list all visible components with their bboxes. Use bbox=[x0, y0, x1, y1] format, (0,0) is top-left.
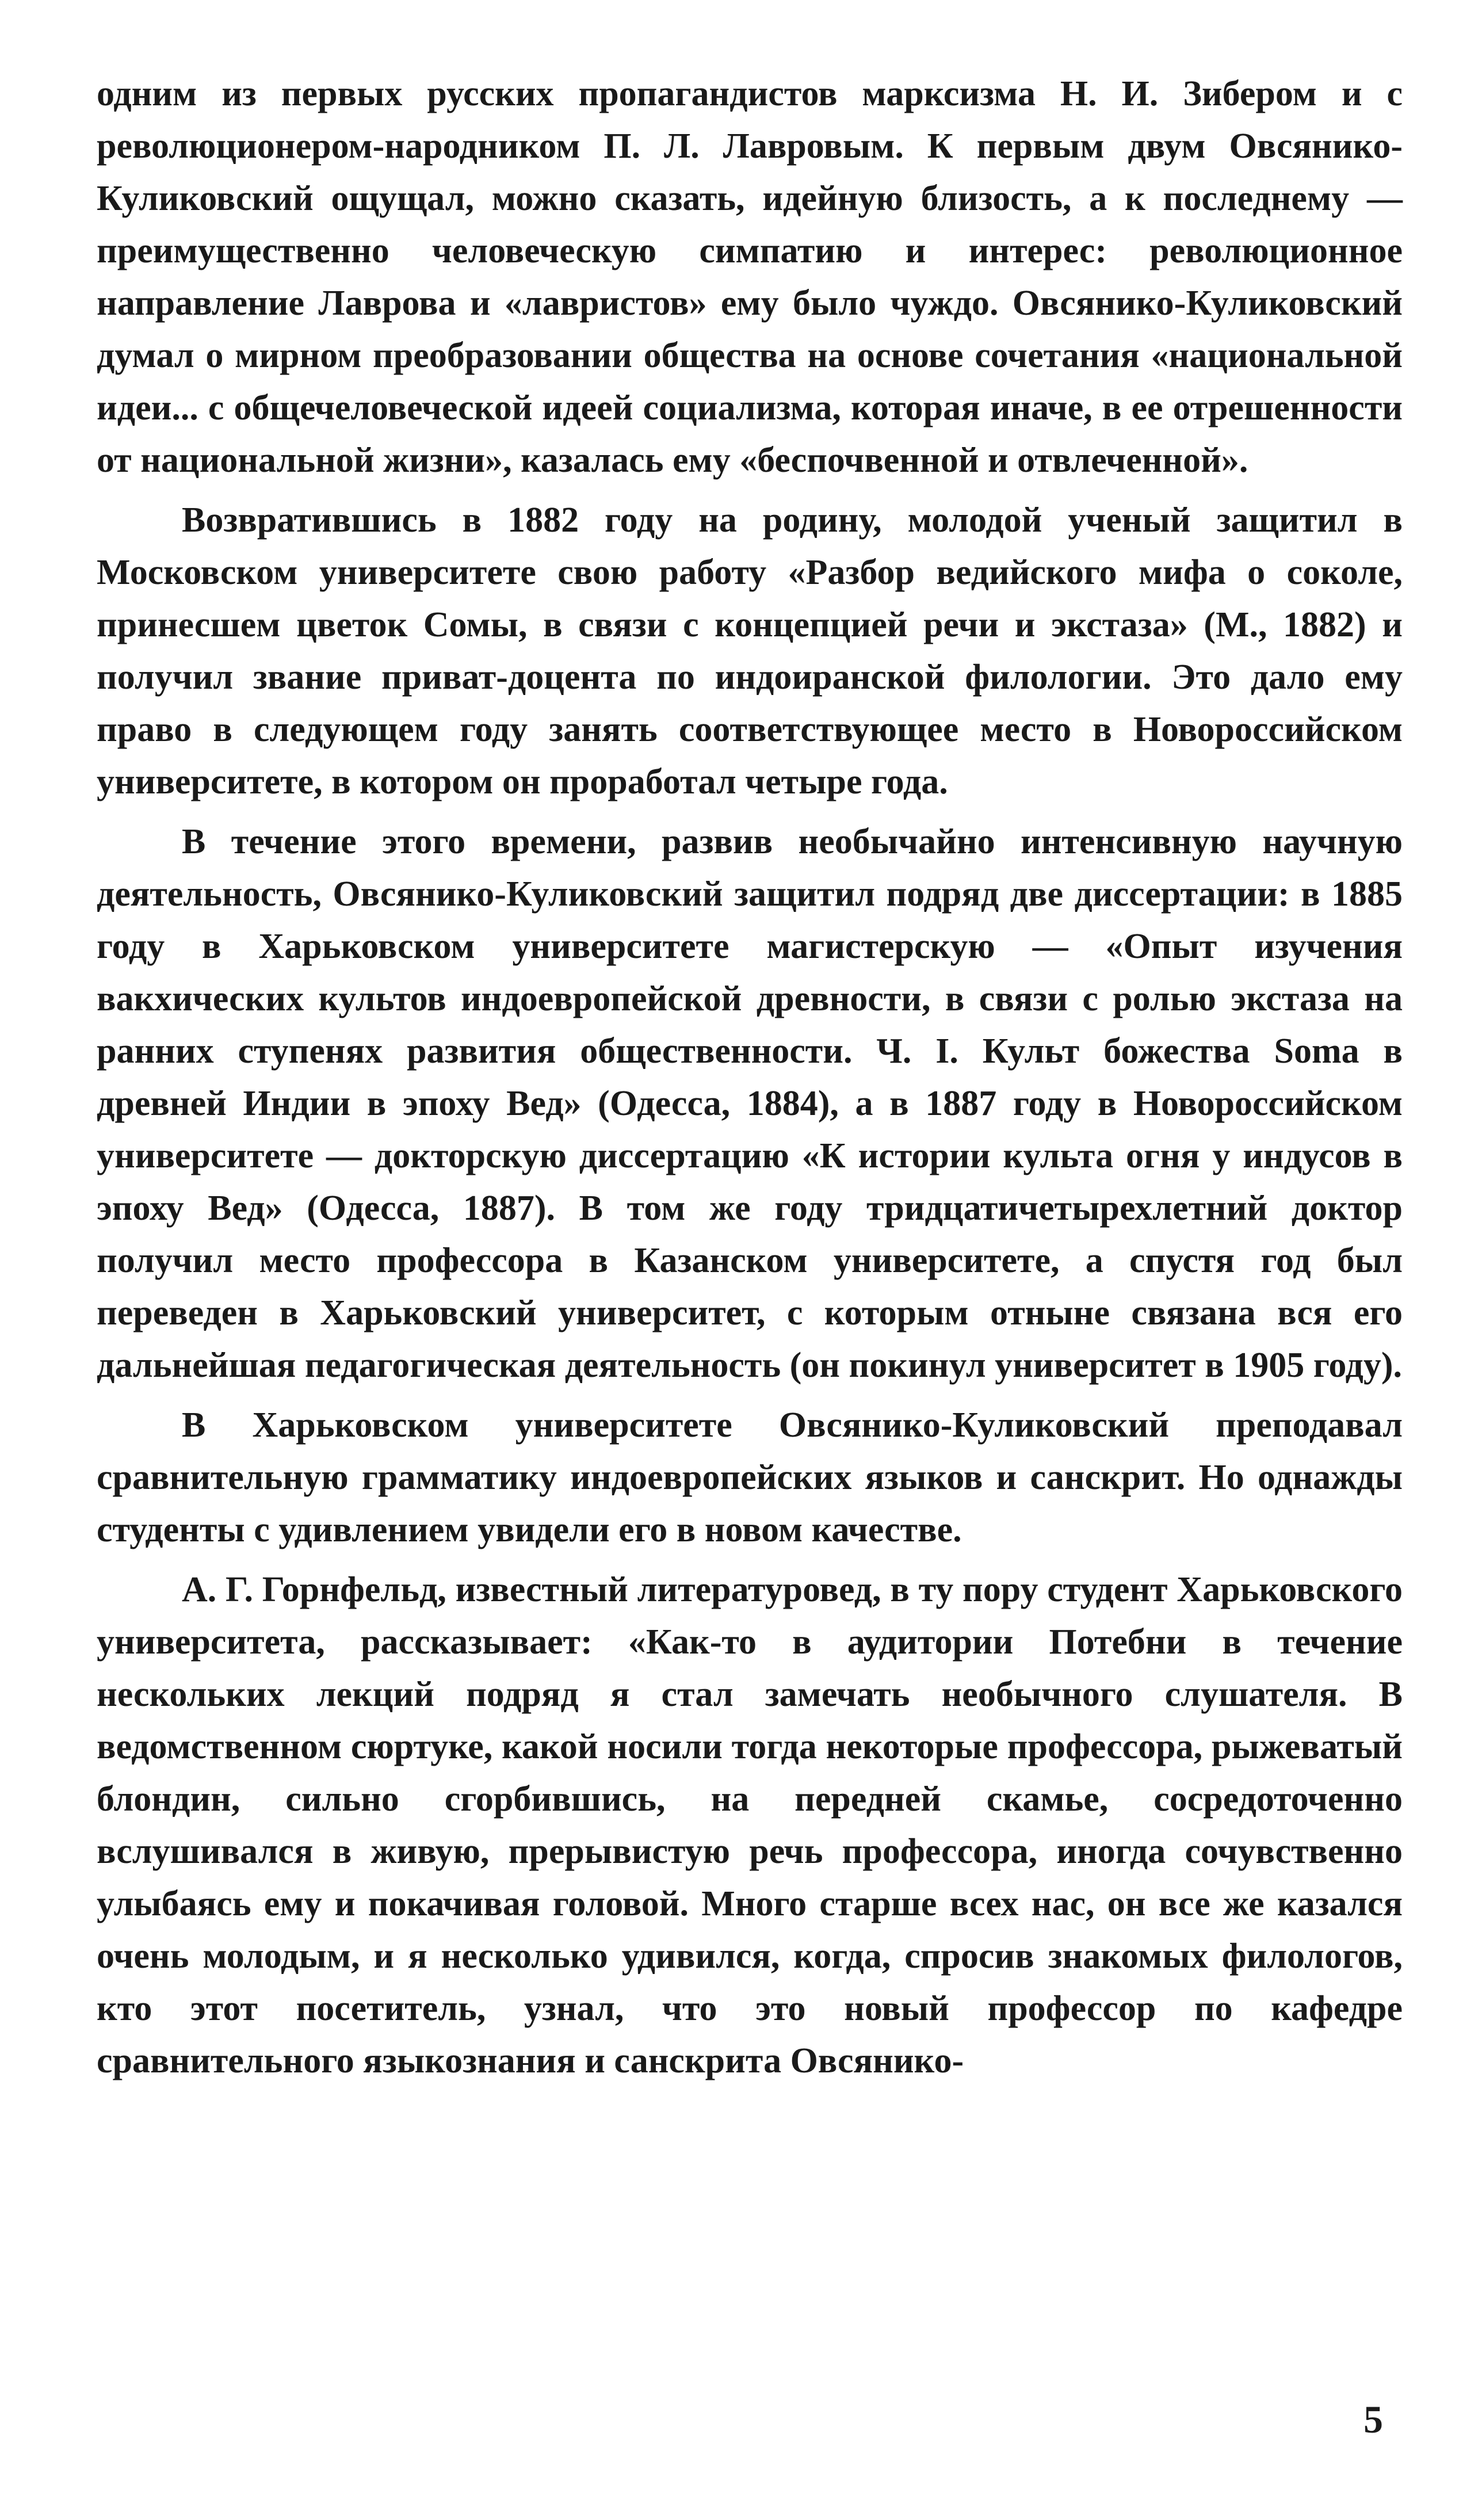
paragraph: В Харьковском университете Овсянико-Куликовский преподавал сравнительную грамматику индоевропейских языков и санскрит. Но однажды студенты с удивлением увидели его в новом качестве. bbox=[97, 1406, 1403, 1549]
paragraph: В течение этого времени, развив необычайно интенсивную научную деятельность, Овсянико-Куликовский защитил подряд две диссертации: в 1885 году в Харьковском университете магистерскую — «Опыт изучения вакхических культов индоевропейской древности, в связи с ролью экстаза на ранних ступенях развития общественности. Ч. I. Культ божества Soma в древней Индии в эпоху Вед» (Одесса, 1884), а в 1887 году в Новороссийском университете — докторскую диссертацию «К истории культа огня у индусов в эпоху Вед» (Одесса, 1887). В том же году тридцатичетырехлетний доктор получил место профессора в Казанском университете, а спустя год был переведен в Харьковский университет, с которым отныне связана вся его дальнейшая педагогическая деятельность (он покинул университет в 1905 году). bbox=[97, 822, 1403, 1385]
paragraph: А. Г. Горнфельд, известный литературовед, в ту пору студент Харьковского университета, рассказывает: «Как-то в аудитории Потебни в течение нескольких лекций подряд я стал замечать необычного слушателя. В ведомственном сюртуке, какой носили тогда некоторые профессора, рыжеватый блондин, сильно сгорбившись, на передней скамье, сосредоточенно вслушивался в живую, прерывистую речь профессора, иногда сочувственно улыбаясь ему и покачивая головой. Много старше всех нас, он все же казался очень молодым, и я несколько удивился, когда, спросив знакомых филологов, кто этот посетитель, узнал, что это новый профессор по кафедре сравнительного языкознания и санскрита Овсянико- bbox=[97, 1570, 1403, 2080]
page-number: 5 bbox=[1363, 2397, 1383, 2441]
paragraph-continuation: одним из первых русских пропагандистов марксизма Н. И. Зибером и с революционером-народником П. Л. Лавровым. К первым двум Овсянико-Куликовский ощущал, можно сказать, идейную близость, а к последнему — преимущественно человеческую симпатию и интерес: революционное направление Лаврова и «лавристов» ему было чуждо. Овсянико-Куликовский думал о мирном преобразовании общества на основе сочетания «национальной идеи... с общечеловеческой идеей социализма, которая иначе, в ее отрешенности от национальной жизни», казалась ему «беспочвенной и отвлеченной». bbox=[97, 74, 1403, 480]
paragraph: Возвратившись в 1882 году на родину, молодой ученый защитил в Московском университете свою работу «Разбор ведийского мифа о соколе, принесшем цветок Сомы, в связи с концепцией речи и экстаза» (М., 1882) и получил звание приват-доцента по индоиранской филологии. Это дало ему право в следующем году занять соответствующее место в Новороссийском университете, в котором он проработал четыре года. bbox=[97, 501, 1403, 801]
body-text bbox=[97, 68, 1403, 2095]
